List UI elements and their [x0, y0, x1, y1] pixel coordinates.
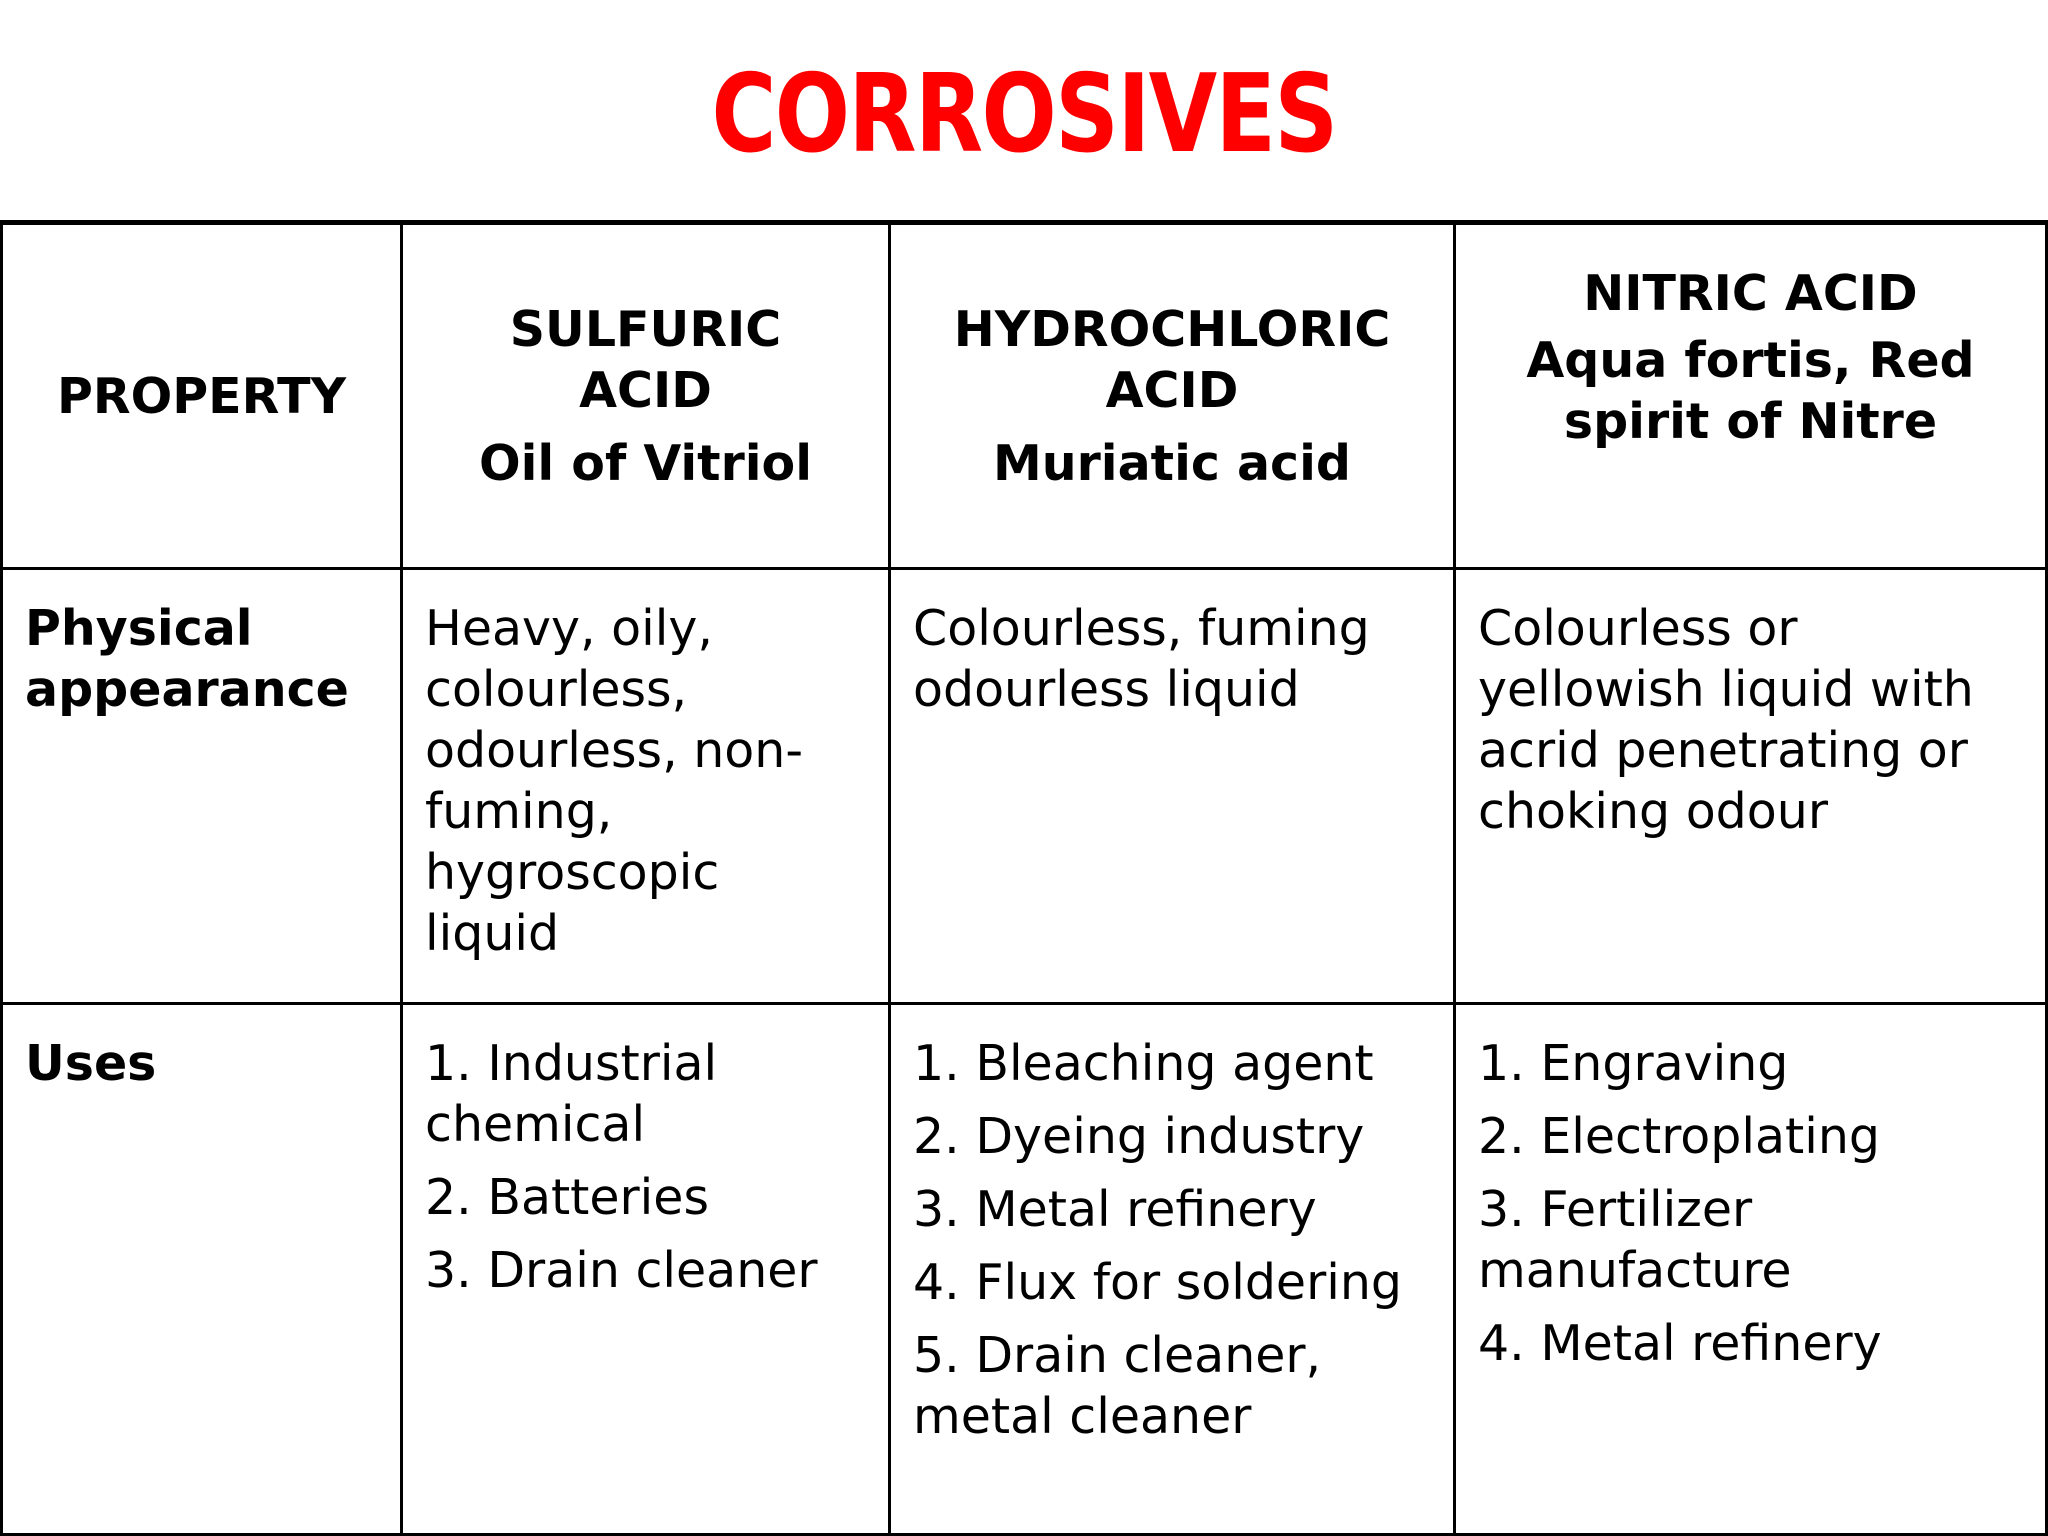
sulfuric-acid-appearance-text: Heavy, oily, colourless, odourless, non-fuming, hygroscopic liquid: [425, 600, 804, 962]
hydrochloric-acid-name: HYDROCHLORIC ACID: [953, 300, 1391, 419]
header-hydrochloric-acid: [891, 225, 1453, 567]
row-label-uses: [3, 1005, 400, 1533]
hydrochloric-acid-appearance-text: Colourless, fuming odourless liquid: [913, 600, 1370, 718]
hydrochloric-acid-uses: [891, 1005, 1453, 1533]
row-label-physical-appearance: [3, 570, 400, 1002]
header-property: [3, 225, 400, 567]
corrosives-table: [0, 220, 2048, 1536]
sulfuric-acid-uses: [403, 1005, 888, 1533]
sulfuric-acid-appearance: [403, 570, 888, 1002]
list-item: 3. Drain cleaner: [425, 1242, 818, 1299]
nitric-acid-uses: [1456, 1005, 2045, 1533]
sulfuric-acid-name: SULFURIC ACID: [509, 300, 782, 419]
list-item: 3. Metal refinery: [913, 1181, 1317, 1238]
nitric-acid-appearance: [1456, 570, 2045, 1002]
nitric-acid-alias: Aqua fortis, Red spirit of Nitre: [1526, 332, 1975, 450]
uses-label: Uses: [25, 1035, 157, 1092]
hydrochloric-acid-uses-list: [913, 1033, 1443, 1447]
list-item: 3. Fertilizer manufacture: [1478, 1181, 1792, 1299]
list-item: 2. Dyeing industry: [913, 1108, 1365, 1165]
list-item: 2. Batteries: [425, 1169, 709, 1226]
list-item: 4. Flux for soldering: [913, 1254, 1402, 1311]
header-sulfuric-acid: [403, 225, 888, 567]
nitric-acid-uses-list: [1478, 1033, 2035, 1374]
list-item: 5. Drain cleaner, metal cleaner: [913, 1327, 1322, 1445]
header-nitric-acid: [1456, 225, 2045, 525]
page-title: CORROSIVES: [711, 52, 1337, 177]
physical-appearance-label: Physical appearance: [25, 600, 349, 718]
hydrochloric-acid-alias: Muriatic acid: [993, 434, 1351, 492]
header-property-label: PROPERTY: [56, 367, 347, 425]
hydrochloric-acid-appearance: [891, 570, 1453, 1002]
nitric-acid-name: NITRIC ACID: [1583, 265, 1918, 322]
list-item: 4. Metal refinery: [1478, 1315, 1882, 1372]
sulfuric-acid-uses-list: [425, 1033, 878, 1301]
sulfuric-acid-alias: Oil of Vitriol: [478, 434, 813, 492]
list-item: 1. Engraving: [1478, 1035, 1789, 1092]
list-item: 1. Bleaching agent: [913, 1035, 1374, 1092]
list-item: 1. Industrial chemical: [425, 1035, 718, 1153]
list-item: 2. Electroplating: [1478, 1108, 1880, 1165]
nitric-acid-appearance-text: Colourless or yellowish liquid with acrid penetrating or choking odour: [1478, 600, 1974, 840]
